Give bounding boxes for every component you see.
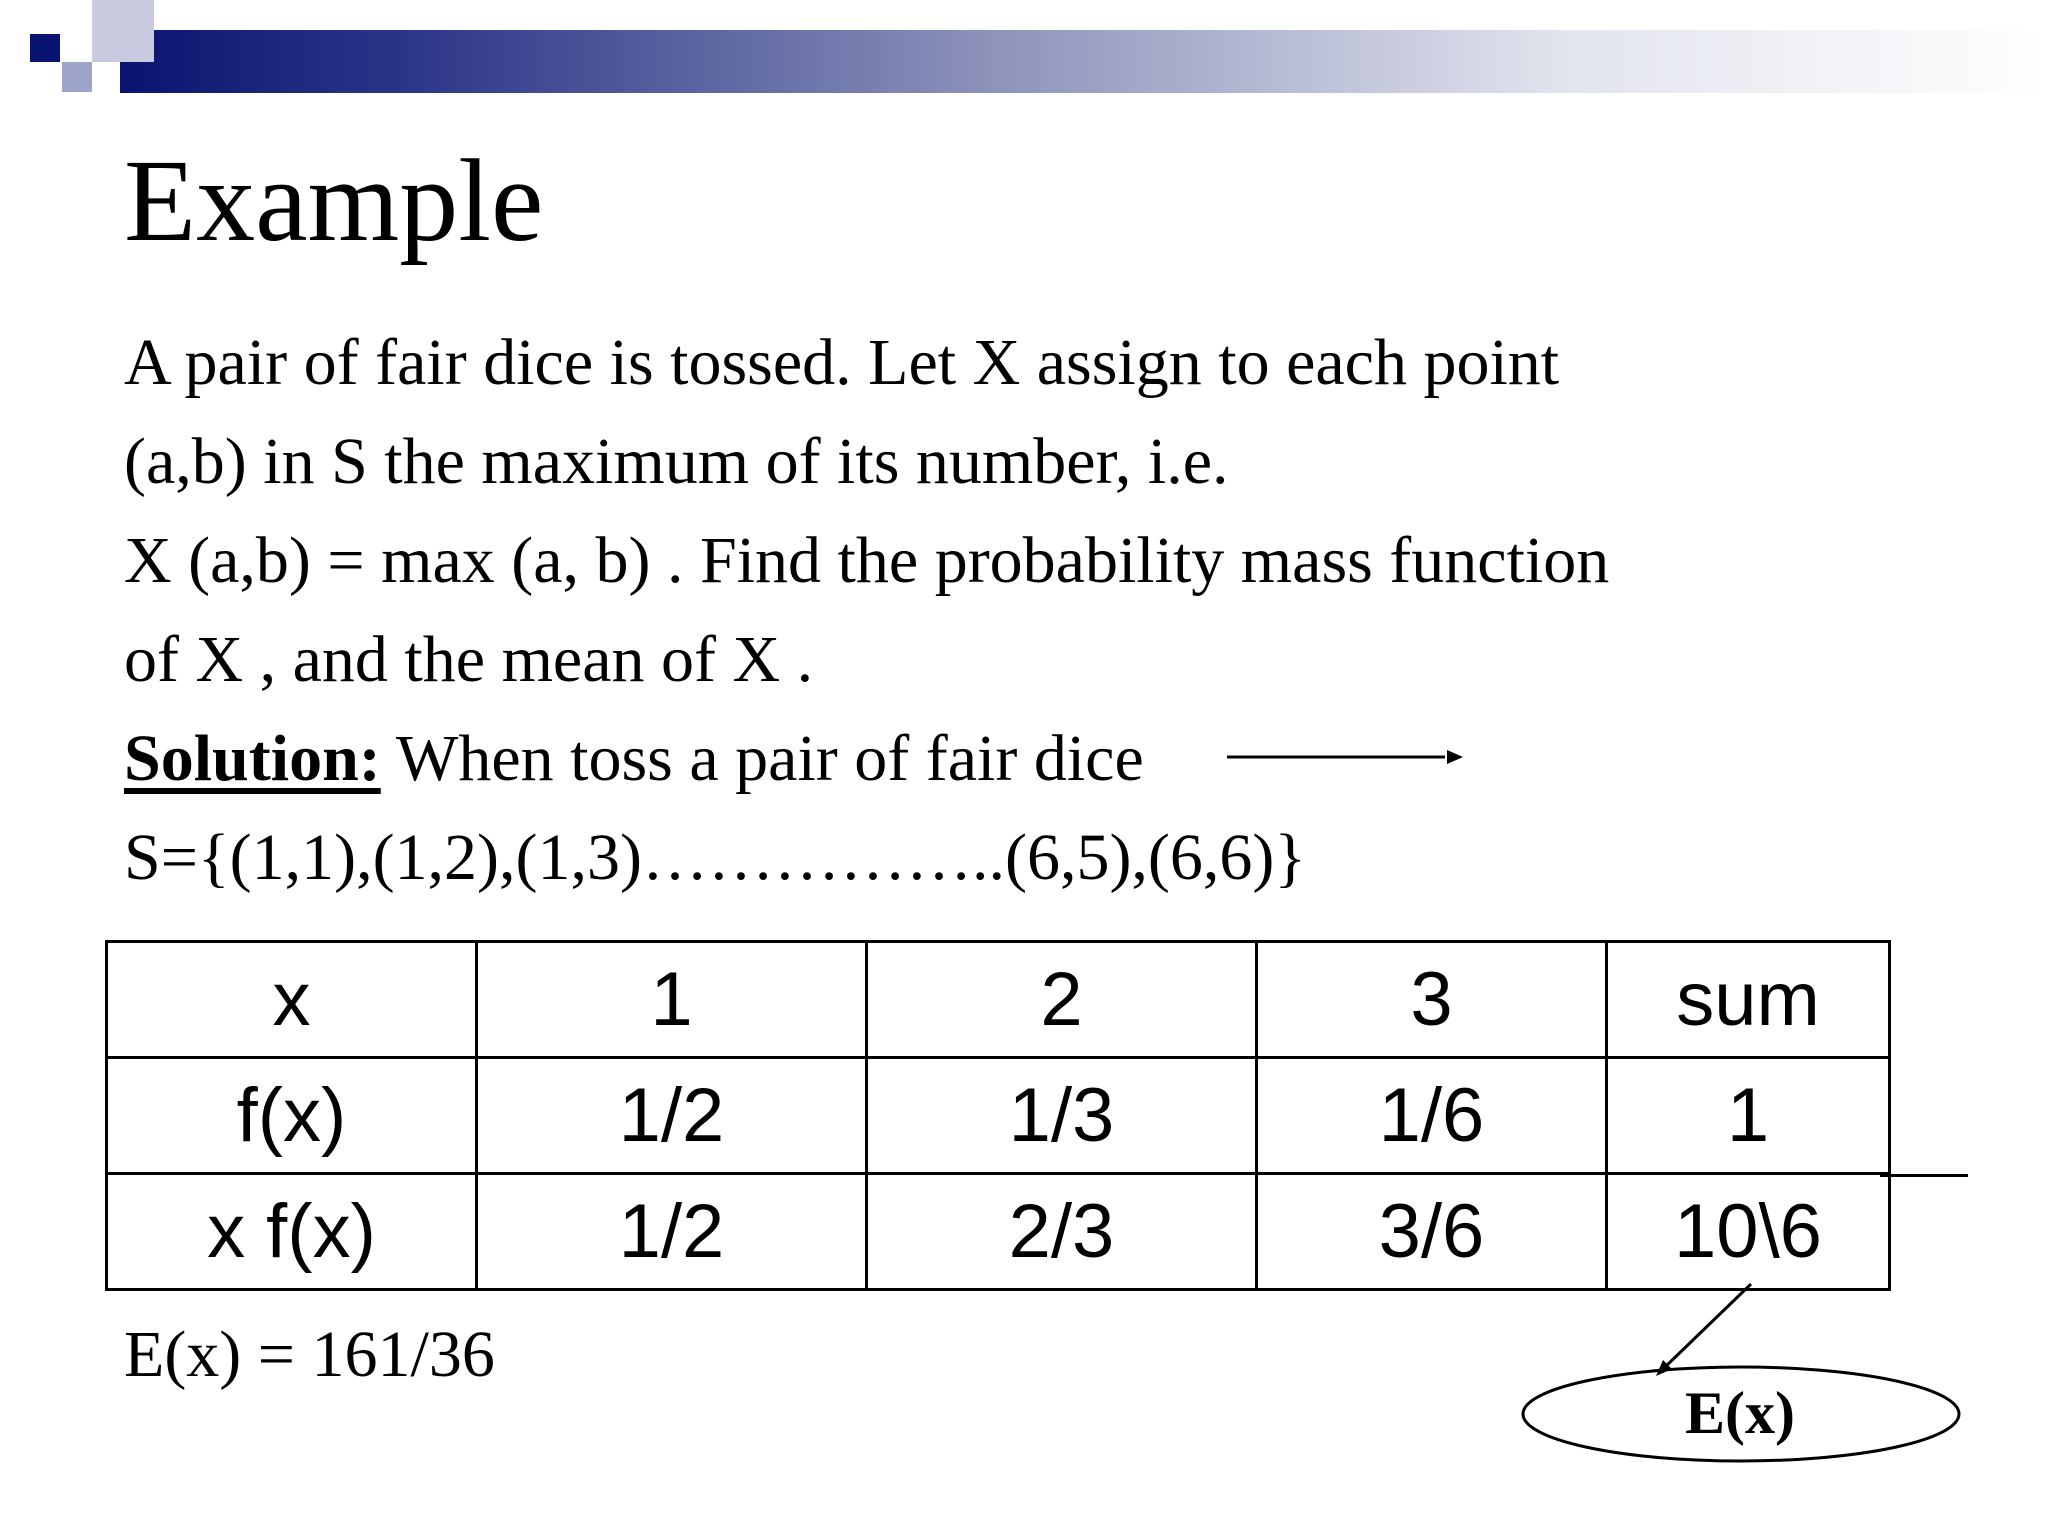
header-gradient-band	[120, 30, 2048, 93]
table-extension-line	[1880, 1174, 1968, 1177]
table-cell: 1/2	[477, 1174, 867, 1290]
table-cell: 1/3	[867, 1058, 1257, 1174]
table-cell: 2/3	[867, 1174, 1257, 1290]
table-cell: x	[107, 942, 477, 1058]
table-cell: 2	[867, 942, 1257, 1058]
header-square-light	[92, 0, 154, 62]
sample-space: S={(1,1),(1,2),(1,3)……………..(6,5),(6,6)}	[124, 821, 1307, 894]
problem-line: (a,b) in S the maximum of its number, i.e.	[124, 425, 1229, 498]
problem-line: X (a,b) = max (a, b) . Find the probability mass function	[124, 524, 1610, 597]
table-cell: 1/6	[1257, 1058, 1607, 1174]
solution-text: When toss a pair of fair dice	[380, 722, 1144, 795]
table-cell: 3	[1257, 942, 1607, 1058]
solution-line	[124, 722, 1144, 795]
slide-title: Example	[124, 135, 544, 266]
table-row	[107, 1058, 1890, 1174]
table-row	[107, 942, 1890, 1058]
table-cell: sum	[1607, 942, 1890, 1058]
right-arrow-icon	[1225, 742, 1465, 772]
table-row	[107, 1174, 1890, 1290]
table-cell: 10\6	[1607, 1174, 1890, 1290]
header-square-dark	[30, 34, 60, 62]
table-cell: 1/2	[477, 1058, 867, 1174]
expectation-result: E(x) = 161/36	[124, 1318, 495, 1391]
header-square-mid	[62, 62, 92, 92]
table-cell: x f(x)	[107, 1174, 477, 1290]
problem-line: of X , and the mean of X .	[124, 623, 814, 696]
problem-line: A pair of fair dice is tossed. Let X assign to each point	[124, 326, 1560, 399]
table-cell: f(x)	[107, 1058, 477, 1174]
table-cell: 1	[477, 942, 867, 1058]
table-cell: 3/6	[1257, 1174, 1607, 1290]
callout-label: E(x)	[1685, 1380, 1795, 1446]
pmf-table	[105, 940, 1891, 1291]
solution-label: Solution:	[124, 722, 381, 795]
table-cell: 1	[1607, 1058, 1890, 1174]
